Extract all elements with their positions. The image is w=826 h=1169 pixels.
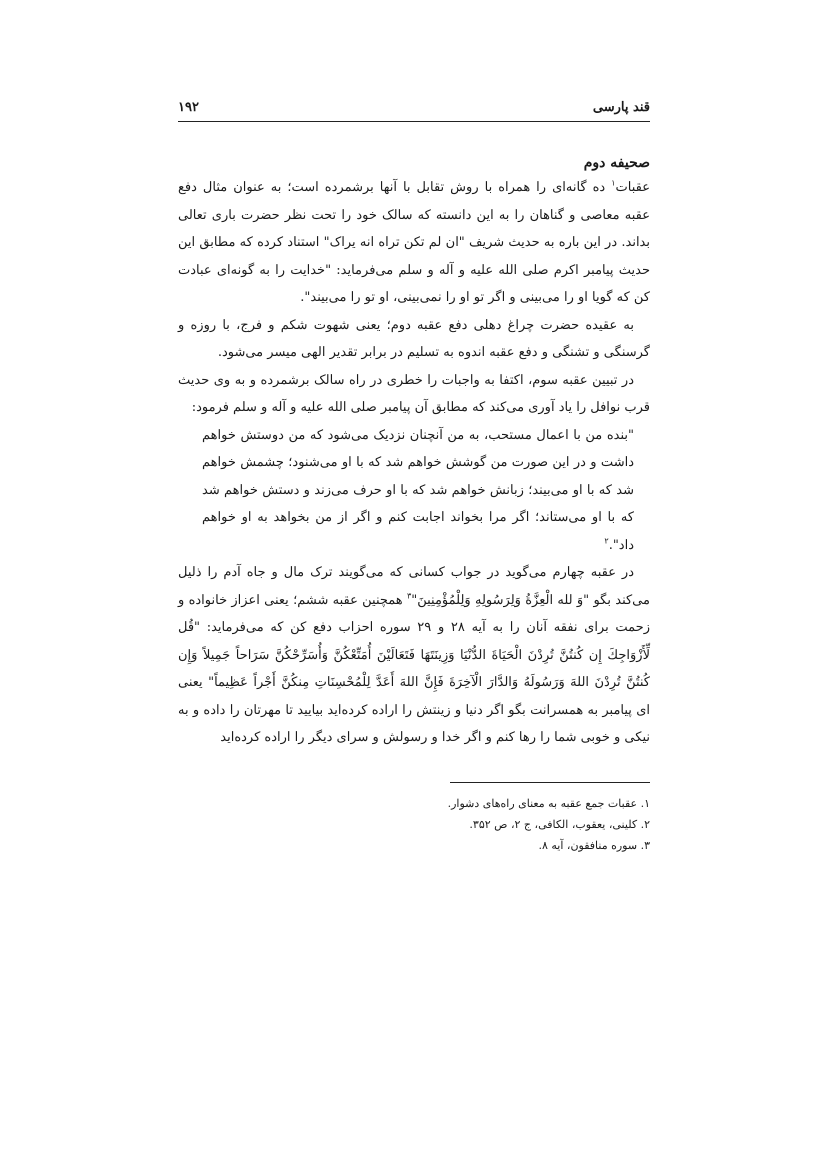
section-title: صحیفه دوم xyxy=(583,155,650,171)
footnote-ref: ۲ xyxy=(604,536,609,546)
book-title: قند پارسی xyxy=(592,100,650,115)
footnote-ref: ۱ xyxy=(611,178,616,188)
running-head xyxy=(178,100,650,122)
footnote: ۱. عقبات جمع عقبه به معنای راه‌های دشوار. xyxy=(447,796,650,810)
footnote: ۳. سوره منافقون، آیه ۸. xyxy=(538,838,650,852)
paragraph: در عقبه چهارم می‌گوید در جواب کسانی که می‌گویند ترک مال و جاه آدم را ذلیل می‌کند بگو "وَ لله الْعِزَّةُ وَلِرَسُولِهِ وَلِلْمُؤْمِنِينَ"$^۳$ همچنین عقبه ششم؛ یعنی اعزاز خانواده و زحمت برای نفقه آنان را به آیه ۲۸ و ۲۹ سوره احزاب دفع کن که می‌فرماید: "قُل لِّأَزْوَاجِكَ إِن كُنتُنَّ تُرِدْنَ الْحَيَاةَ الدُّنْيَا وَزِينَتَهَا فَتَعَالَيْنَ أُمَتِّعْكُنَّ وَأُسَرِّحْكُنَّ سَرَاحاً جَمِيلاً وَإِن كُنتُنَّ تُرِدْنَ اللهَ وَرَسُولَهُ وَالدَّارَ الْآخِرَةَ فَإِنَّ اللهَ أَعَدَّ لِلْمُحْسِنَاتِ مِنكُنَّ أَجْراً عَظِيماً" یعنی ای پیامبر به همسرانت بگو اگر دنیا و زینتش را اراده کرده‌اید بیایید تا مهرتان را داده و به نیکی و خوبی شما را رها کنم و اگر خدا و رسولش و سرای دیگر را اراده کرده‌اید xyxy=(178,565,651,745)
footnote: ۲. کلینی، یعقوب، الکافی، ج ۲، ص ۳۵۲. xyxy=(469,817,650,831)
paragraph: به عقیده حضرت چراغ دهلی دفع عقبه دوم؛ یعنی شهوت شکم و فرج، با روزه و گرسنگی و تشنگی و دفع عقبه اندوه به تسلیم در برابر تقدیر الهی میسر می‌شود. xyxy=(178,317,650,360)
paragraph: در تبیین عقبه سوم، اکتفا به واجبات را خطری در راه سالک برشمرده و به وی حدیث قرب نوافل را یاد آوری می‌کند که مطابق آن پیامبر صلی الله علیه و آله و سلم فرمود: xyxy=(178,372,650,415)
footnote-ref: ۳ xyxy=(406,591,412,601)
body-text xyxy=(178,174,650,752)
footnote-rule xyxy=(450,782,650,783)
paragraph: عقبات$^۱$ ده گانه‌ای را همراه با روش تقابل با آنها برشمرده است؛ به عنوان مثال دفع عقبه معاصی و گناهان را به این دانسته که سالک خود را تحت نظر حضرت باری تعالی بداند. در این باره به حدیث شریف "ان لم تکن تراه انه یراک" استناد کرده که مطابق این حدیث پیامبر اکرم صلی الله علیه و آله و سلم می‌فرماید: "خدایت را به گونه‌ای عبادت کن که گویا او را می‌بینی و اگر تو او را نمی‌بینی، او تو را می‌بیند". xyxy=(178,178,650,305)
footnotes xyxy=(178,793,650,856)
page-number: ۱۹۲ xyxy=(178,100,199,115)
hadith-quote: "بنده من با اعمال مستحب، به من آنچنان نزدیک می‌شود که من دوستش خواهم داشت و در این صورت من گوشش خواهم شد که با او می‌شنود؛ چشمش خواهم شد که با او می‌بیند؛ زبانش خواهم شد که با او حرف می‌زند و دستش خواهم شد که با او می‌ستاند؛ اگر مرا بخواند اجابت کنم و اگر از من بخواهد به او خواهم داد".$^۲$ xyxy=(202,427,634,553)
book-page xyxy=(178,100,650,856)
